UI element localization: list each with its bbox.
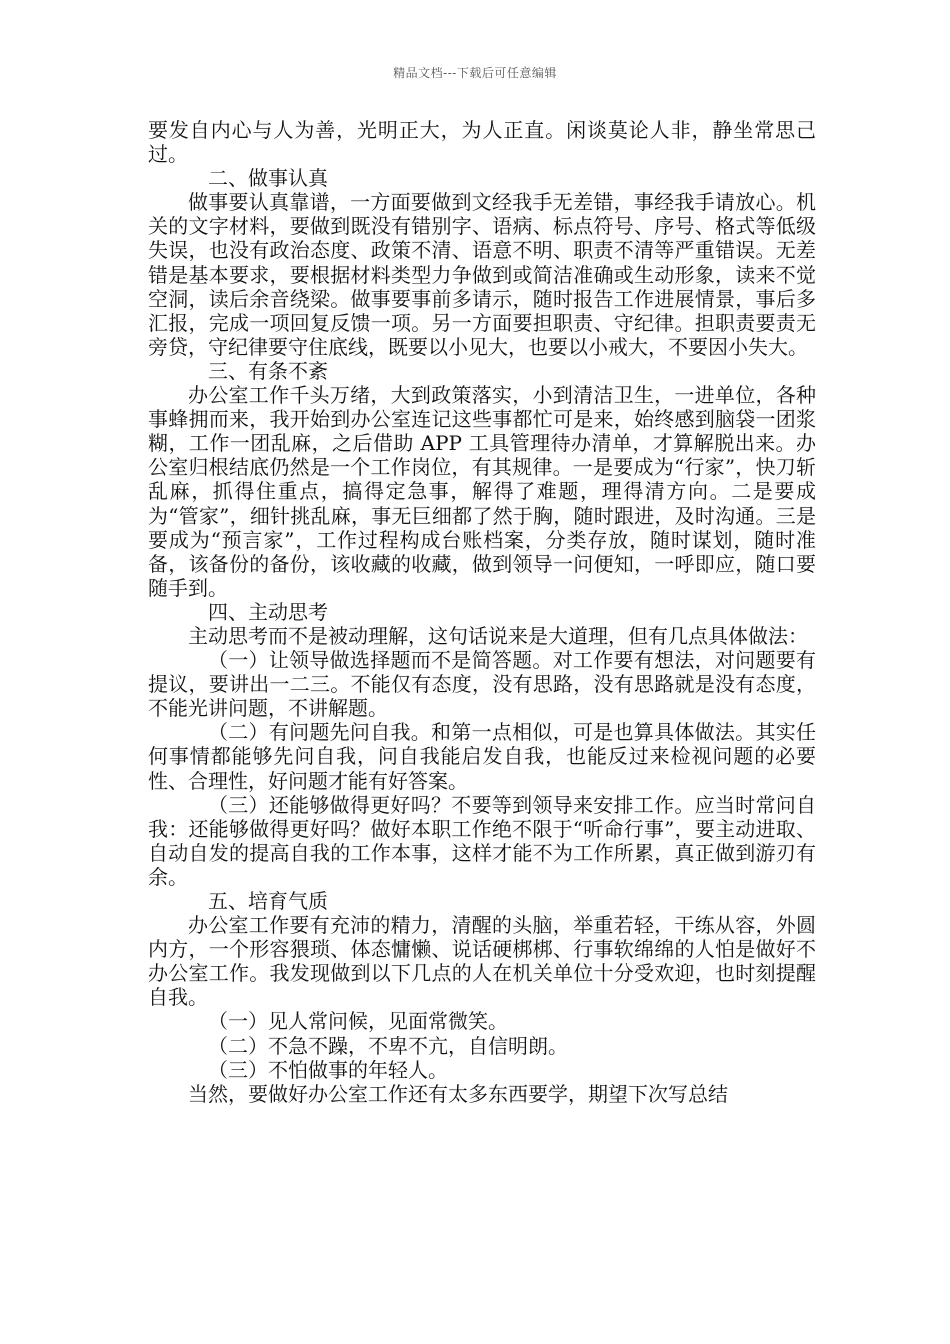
list-item: （二）有问题先问自我。和第一点相似，可是也算具体做法。其实任何事情都能够先问自我，问自我能启发自我，也能反过来检视问题的必要性、合理性，好问题才能有好答案。 bbox=[148, 720, 816, 793]
paragraph: 主动思考而不是被动理解，这句话说来是大道理，但有几点具体做法： bbox=[188, 623, 808, 648]
paragraph: 办公室工作要有充沛的精力，清醒的头脑，举重若轻，干练从容，外圆内方，一个形容猥琐、体态慵懒、说话硬梆梆、行事软绵绵的人怕是做好不办公室工作。我发现做到以下几点的人在机关单位十分受欢迎，也时刻提醒自我。 bbox=[148, 913, 816, 1010]
paragraph: 做事要认真靠谱，一方面要做到文经我手无差错，事经我手请放心。机关的文字材料，要做到既没有错别字、语病、标点符号、序号、格式等低级失误，也没有政治态度、政策不清、语意不明、职责不清等严重错误。无差错是基本要求，要根据材料类型力争做到或简洁准确或生动形象，读来不觉空洞，读后余音绕梁。做事要事前多请示，随时报告工作进展情景，事后多汇报，完成一项回复反馈一项。另一方面要担职责、守纪律。担职责要责无旁贷，守纪律要守住底线，既要以小见大，也要以小戒大，不要因小失大。 bbox=[148, 190, 816, 359]
list-item: （一）见人常问候，见面常微笑。 bbox=[208, 1009, 508, 1034]
list-item: （二）不急不躁，不卑不亢，自信明朗。 bbox=[208, 1033, 568, 1058]
section-heading: 五、培育气质 bbox=[208, 889, 328, 913]
list-item: （三）不怕做事的年轻人。 bbox=[208, 1057, 448, 1082]
section-heading: 四、主动思考 bbox=[208, 599, 328, 624]
section-heading: 三、有条不紊 bbox=[208, 358, 328, 383]
list-item: （一）让领导做选择题而不是简答题。对工作要有想法，对问题要有提议，要讲出一二三。不能仅有态度，没有思路，没有思路就是没有态度，不能光讲问题，不讲解题。 bbox=[148, 648, 816, 721]
document-body bbox=[148, 118, 816, 1106]
paragraph: 当然，要做好办公室工作还有太多东西要学，期望下次写总结 bbox=[188, 1081, 728, 1106]
paragraph: 办公室工作千头万绪，大到政策落实，小到清洁卫生，一进单位，各种事蜂拥而来，我开始到办公室连记这些事都忙可是来，始终感到脑袋一团浆糊，工作一团乱麻，之后借助 APP 工具管理待办清单，才算解脱出来。办公室归根结底仍然是一个工作岗位，有其规律。一是要成为“行家”，快刀斩乱麻，抓得住重点，搞得定急事，解得了难题，理得清方向。二是要成为“管家”，细针挑乱麻，事无巨细都了然于胸，随时跟进，及时沟通。三是要成为“预言家”，工作过程构成台账档案，分类存放，随时谋划，随时准备，该备份的备份，该收藏的收藏，做到领导一问便知，一呼即应，随口要随手到。 bbox=[148, 383, 816, 600]
section-heading: 二、做事认真 bbox=[208, 166, 328, 191]
paragraph: 要发自内心与人为善，光明正大，为人正直。闲谈莫论人非，静坐常思己过。 bbox=[148, 118, 816, 167]
page-header: 精品文档---下载后可任意编辑 bbox=[393, 66, 557, 80]
list-item: （三）还能够做得更好吗？不要等到领导来安排工作。应当时常问自我：还能够做得更好吗？做好本职工作绝不限于“听命行事”，要主动进取、自动自发的提高自我的工作本事，这样才能不为工作所累，真正做到游刃有余。 bbox=[148, 792, 816, 889]
